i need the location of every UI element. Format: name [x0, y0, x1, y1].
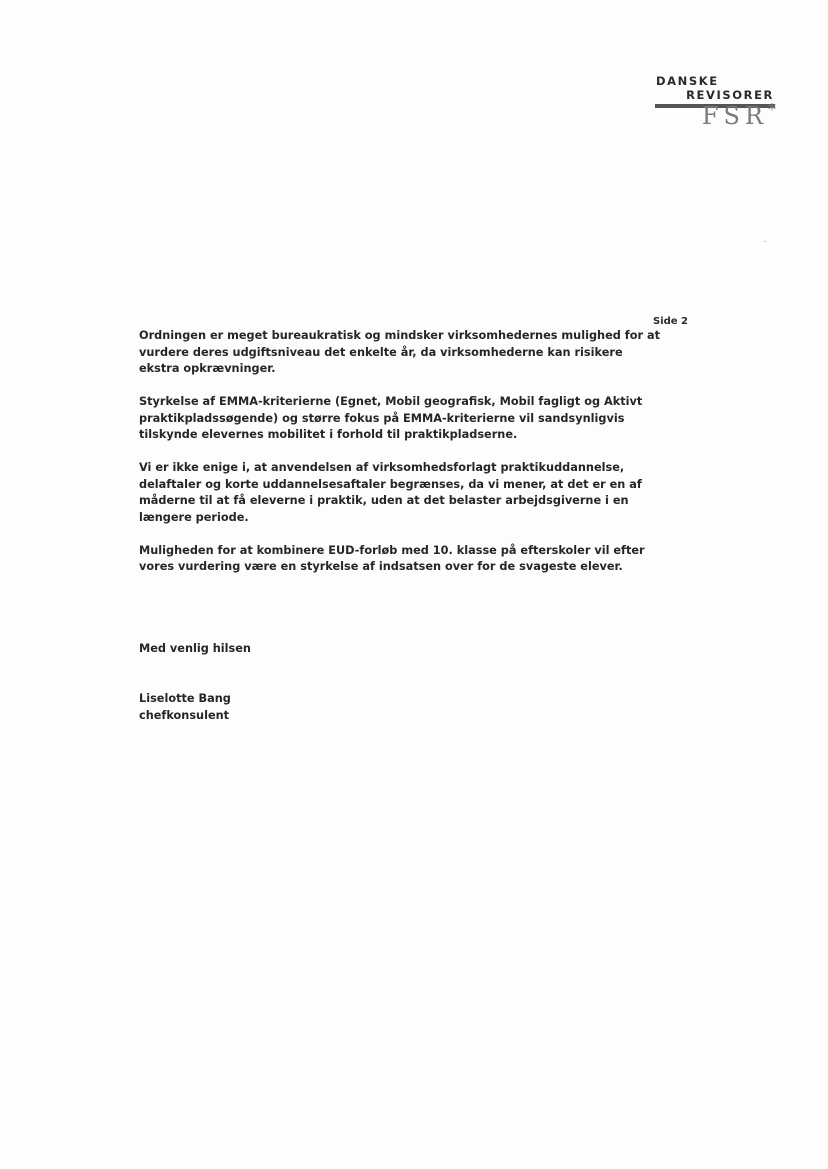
signature-block [139, 690, 231, 724]
text-line: Ordningen er meget bureaukratisk og mindsker virksomhedernes mulighed for at [139, 329, 660, 342]
paragraph-1 [139, 328, 660, 378]
text-line: praktikpladssøgende) og større fokus på EMMA-kriterierne vil sandsynligvis [139, 411, 625, 425]
closing-greeting: Med venlig hilsen [139, 642, 251, 655]
text-line: delaftaler og korte uddannelsesaftaler begrænses, da vi mener, at det er en af [139, 477, 642, 491]
text-line: vores vurdering være en styrkelse af indsatsen over for de svageste elever. [139, 560, 623, 573]
letter-body [139, 328, 660, 592]
logo-text-danske: DANSKE [656, 74, 719, 88]
logo-fsr-mark [701, 100, 776, 130]
text-line: Muligheden for at kombinere EUD-forløb med 10. klasse på efterskoler vil efter [139, 543, 645, 557]
paragraph-2 [139, 394, 643, 444]
logo-star-icon: * [768, 100, 776, 119]
text-line: tilskynde elevernes mobilitet i forhold til praktikpladserne. [139, 428, 518, 441]
signer-title: chefkonsulent [139, 709, 230, 722]
paragraph-4 [139, 543, 645, 576]
text-line: ekstra opkrævninger. [139, 362, 276, 375]
text-line: længere periode. [139, 510, 249, 524]
logo-text-revisorer: REVISORER [686, 88, 774, 102]
text-line: Vi er ikke enige i, at anvendelsen af virksomhedsforlagt praktikuddannelse, [139, 461, 625, 474]
paragraph-3 [139, 460, 642, 526]
text-line: vurdere deres udgiftsniveau det enkelte år, da virksomhederne kan risikere [139, 345, 623, 359]
text-line: måderne til at få eleverne i praktik, uden at det belaster arbejdsgiverne i en [139, 494, 629, 507]
signer-name: Liselotte Bang [139, 692, 231, 705]
danske-revisorer-fsr-logo [652, 74, 776, 136]
page-number: Side 2 [653, 316, 689, 327]
logo-fsr-text: FSR [701, 102, 768, 130]
text-line: Styrkelse af EMMA-kriterierne (Egnet, Mobil geografisk, Mobil fagligt og Aktivt [139, 395, 643, 408]
scan-speck [764, 241, 766, 242]
